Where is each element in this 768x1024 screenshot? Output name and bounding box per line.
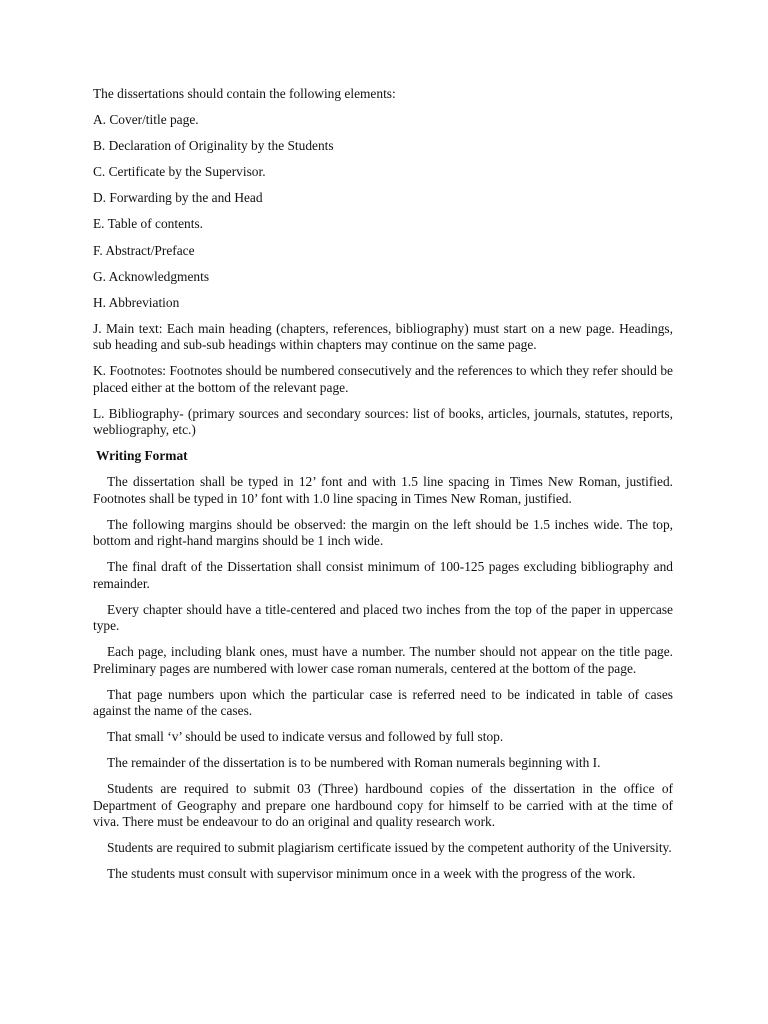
element-item-d: D. Forwarding by the and Head <box>93 190 263 206</box>
element-paragraph-l: L. Bibliography- (primary sources and secondary sources: list of books, articles, journals, statutes, reports, webliography, etc.) <box>93 405 673 438</box>
element-item-h: H. Abbreviation <box>93 294 180 310</box>
format-paragraph: The dissertation shall be typed in 12’ font and with 1.5 line spacing in Times New Roman, justified. Footnotes shall be typed in 10’ font with 1.0 line spacing in Times New Roman, justified. <box>93 474 673 506</box>
format-paragraph: The students must consult with supervisor minimum once in a week with the progress of the work. <box>107 866 636 882</box>
element-item-a: A. Cover/title page. <box>93 112 199 128</box>
format-paragraph: Every chapter should have a title-centered and placed two inches from the top of the paper in uppercase type. <box>93 601 673 634</box>
element-paragraph-k: K. Footnotes: Footnotes should be numbered consecutively and the references to which they refer should be placed either at the bottom of the relevant page. <box>93 363 673 395</box>
element-paragraph-j: J. Main text: Each main heading (chapters, references, bibliography) must start on a new page. Headings, sub heading and sub-sub headings within chapters may continue on the same page. <box>93 320 673 353</box>
element-item-e: E. Table of contents. <box>93 216 204 232</box>
element-item-g: G. Acknowledgments <box>93 268 210 284</box>
format-paragraph: The remainder of the dissertation is to be numbered with Roman numerals beginning with I. <box>107 755 601 771</box>
format-paragraph: Each page, including blank ones, must have a number. The number should not appear on the title page. Preliminary pages are numbered with lower case roman numerals, centered at the bottom of the page. <box>93 644 673 676</box>
format-paragraph: The following margins should be observed: the margin on the left should be 1.5 inches wide. The top, bottom and right-hand margins should be 1 inch wide. <box>93 516 673 549</box>
format-paragraph: Students are required to submit 03 (Three) hardbound copies of the dissertation in the office of Department of Geography and prepare one hardbound copy for himself to be carried with at the time of viva. There must be endeavour to do an original and quality research work. <box>93 781 673 830</box>
element-item-c: C. Certificate by the Supervisor. <box>93 164 266 180</box>
format-paragraph: The final draft of the Dissertation shall consist minimum of 100-125 pages excluding bibliography and remainder. <box>93 559 673 591</box>
intro-text: The dissertations should contain the following elements: <box>93 86 396 101</box>
writing-format-heading: Writing Format <box>96 448 188 464</box>
document-page <box>93 86 673 892</box>
format-paragraph: That page numbers upon which the particular case is referred need to be indicated in table of cases against the name of the cases. <box>93 686 673 719</box>
format-paragraph: Students are required to submit plagiarism certificate issued by the competent authority of the University. <box>107 840 672 856</box>
format-paragraph: That small ‘v’ should be used to indicate versus and followed by full stop. <box>107 729 504 745</box>
element-item-f: F. Abstract/Preface <box>93 242 195 258</box>
element-item-b: B. Declaration of Originality by the Students <box>93 138 334 154</box>
